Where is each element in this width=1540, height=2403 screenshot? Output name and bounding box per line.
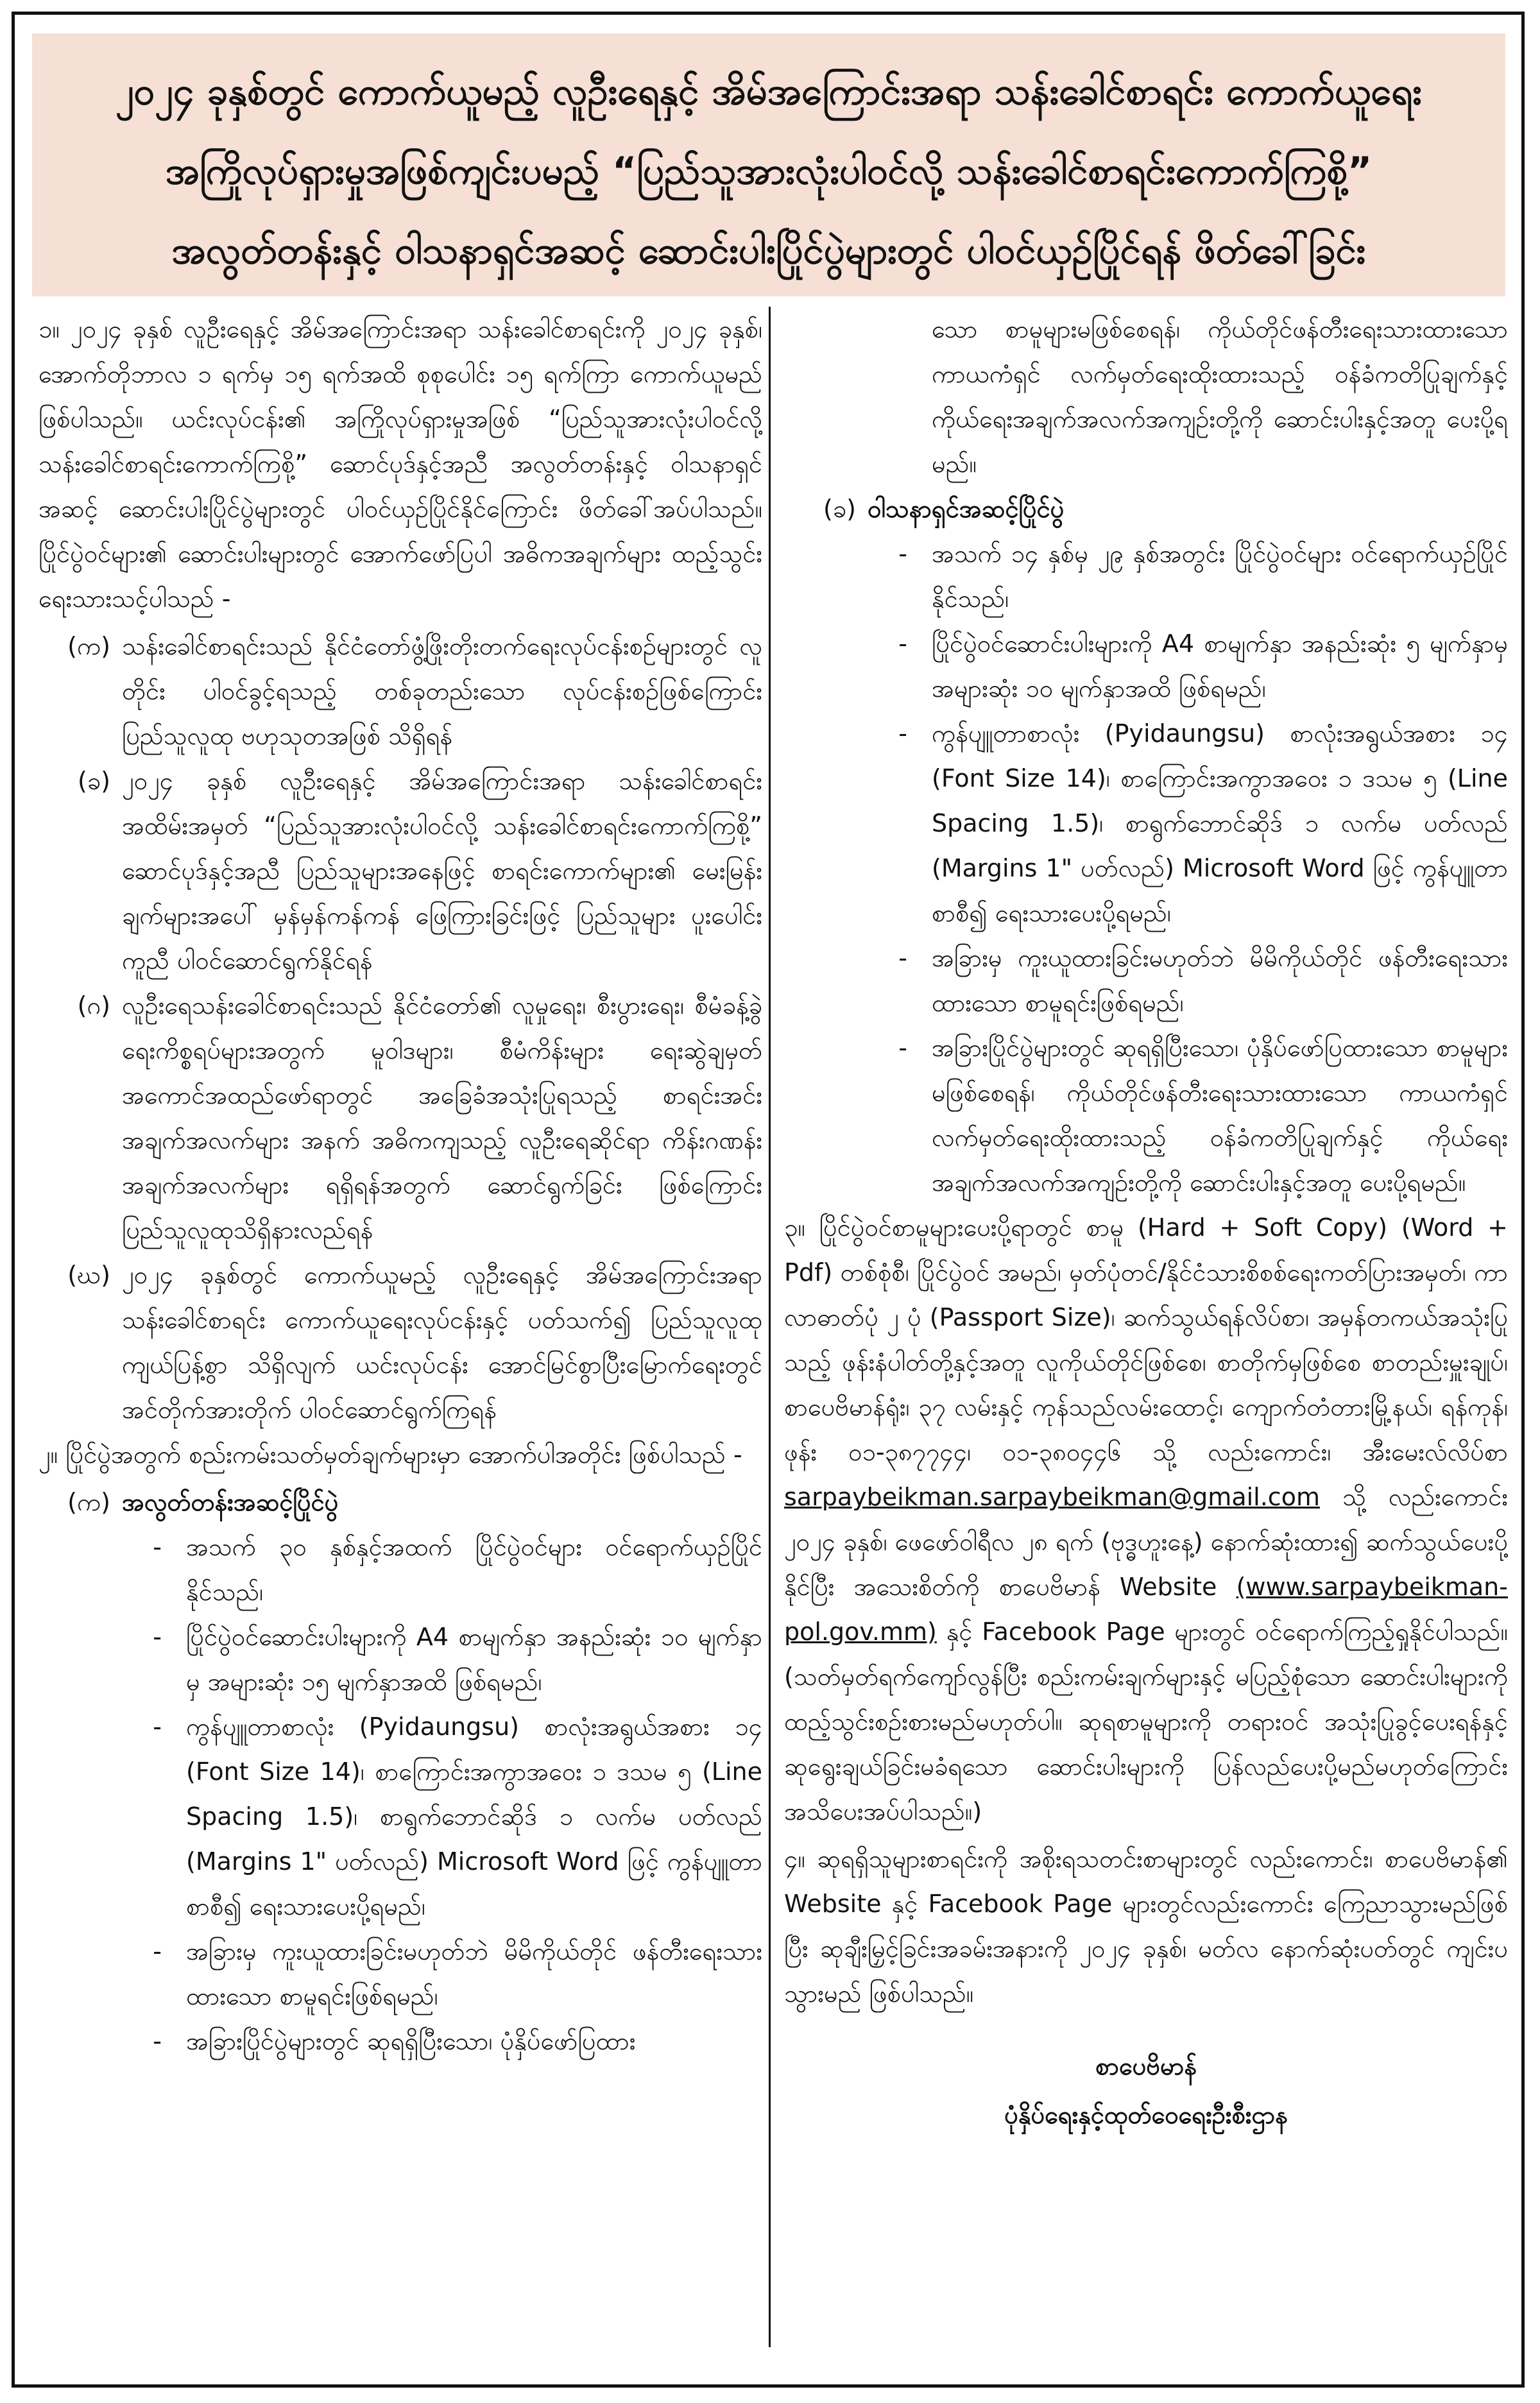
rule-text: ကွန်ပျူတာစာလုံး (Pyidaungsu) စာလုံးအရွယ်အစား ၁၄ (Font Size 14)၊ စာကြောင်းအကွာအဝေး ၁ ဒသမ ၅ (Line Spacing 1.5)၊ စာရွက်ဘောင်ဆိုဒ် ၁ လက်မ ပတ်လည် (Margins 1" ပတ်လည်) Microsoft Word ဖြင့် ကွန်ပျူတာစာစီ၍ ရေးသားပေးပို့ရမည်၊ [932,719,1508,927]
point-marker: (ဃ) [67,1261,110,1289]
dash-bullet: - [898,629,907,658]
left-column [38,307,762,2360]
website-link[interactable]: (www.sarpaybeikman-pol.gov.mm) [784,1573,1508,1646]
dash-bullet: - [898,719,907,748]
amateur-rule [38,1704,762,1929]
rule-text: ပြိုင်ပွဲဝင်ဆောင်းပါးများကို A4 စာမျက်နှာ အနည်းဆုံး ၁၀ မျက်နှာမှ အများဆုံး ၁၅ မျက်နှာအထိ ဖြစ်ရမည်၊ [186,1623,762,1696]
rule-text: အခြားမှ ကူးယူထားခြင်းမဟုတ်ဘဲ မိမိကိုယ်တိုင် ဖန်တီးရေးသားထားသော စာမူရင်းဖြစ်ရမည်၊ [186,1937,762,2010]
point-ka [38,624,762,758]
paragraph-1: ၁။ ၂၀၂၄ ခုနှစ် လူဦးရေနှင့် အိမ်အကြောင်းအရာ သန်းခေါင်စာရင်းကို ၂၀၂၄ ခုနှစ်၊ အောက်တိုဘာလ ၁ ရက်မှ ၁၅ ရက်အထိ စုစုပေါင်း ၁၅ ရက်ကြာ ကောက်ယူမည်ဖြစ်ပါသည်။ ယင်းလုပ်ငန်း၏ အကြိုလုပ်ရှားမှုအဖြစ် “ပြည်သူအားလုံးပါဝင်လို့ သန်းခေါင်စာရင်းကောက်ကြစို့” ဆောင်ပုဒ်နှင့်အညီ အလွတ်တန်းနှင့် ဝါသနာရှင်အဆင့် ဆောင်းပါးပြိုင်ပွဲများတွင် ပါဝင်ယှဉ်ပြိုင်နိုင်ကြောင်း ဖိတ်ခေါ်အပ်ပါသည်။ ပြိုင်ပွဲဝင်များ၏ ဆောင်းပါးများတွင် အောက်ဖော်ပြပါ အဓိကအချက်များ ထည့်သွင်းရေးသားသင့်ပါသည် - [38,315,762,613]
notice-header [32,33,1505,296]
dash-bullet: - [153,1623,162,1651]
hobbyist-rule [784,531,1508,621]
deadline-text: သို့ လည်းကောင်း ၂၀၂၄ ခုနှစ်၊ ဖေဖော်ဝါရီလ ၂၈ ရက် (ဗုဒ္ဓဟူးနေ့) နောက်ဆုံးထား၍ ဆက်သွယ်ပေးပို့နိုင်ပြီး အသေးစိတ်ကို စာပေဗိမာန် Website [784,1483,1508,1601]
amateur-section-heading [38,1480,762,1525]
dash-bullet: - [153,1713,162,1741]
rule-text: ကွန်ပျူတာစာလုံး (Pyidaungsu) စာလုံးအရွယ်အစား ၁၄ (Font Size 14)၊ စာကြောင်းအကွာအဝေး ၁ ဒသမ ၅ (Line Spacing 1.5)၊ စာရွက်ဘောင်ဆိုဒ် ၁ လက်မ ပတ်လည် (Margins 1" ပတ်လည်) Microsoft Word ဖြင့် ကွန်ပျူတာ စာစီ၍ ရေးသားပေးပို့ရမည်၊ [186,1713,762,1920]
amateur-rule [38,1929,762,2019]
hobbyist-section-heading [784,486,1508,531]
point-ga [38,983,762,1253]
rule-text: ပြိုင်ပွဲဝင်ဆောင်းပါးများကို A4 စာမျက်နှာ အနည်းဆုံး ၅ မျက်နှာမှ အများဆုံး ၁၀ မျက်နှာအထိ ဖြစ်ရမည်၊ [932,629,1508,703]
amateur-rule [38,2019,762,2064]
submission-text: ၃။ ပြိုင်ပွဲဝင်စာမူများပေးပို့ရာတွင် စာမူ (Hard + Soft Copy) (Word + Pdf) တစ်စုံစီ၊ ပြိုင်ပွဲဝင် အမည်၊ မှတ်ပုံတင်/နိုင်ငံသားစိစစ်ရေးကတ်ပြားအမှတ်၊ ကာလာဓာတ်ပုံ ၂ ပုံ (Passport Size)၊ ဆက်သွယ်ရန်လိပ်စာ၊ အမှန်တကယ်အသုံးပြုသည့် ဖုန်းနံပါတ်တို့နှင့်အတူ လူကိုယ်တိုင်ဖြစ်စေ၊ စာတိုက်မှဖြစ်စေ စာတည်းမှူးချုပ်၊ စာပေဗိမာန်ရုံး၊ ၃၇ လမ်းနှင့် ကုန်သည်လမ်းထောင့်၊ ကျောက်တံတားမြို့နယ်၊ ရန်ကုန်၊ ဖုန်း ၀၁-၃၈၇၇၄၄၊ ၀၁-၃၈၀၄၄၆ သို့ လည်းကောင်း၊ အီးမေးလ်လိပ်စာ [784,1213,1508,1466]
hobbyist-rule [784,621,1508,711]
point-text: လူဦးရေသန်းခေါင်စာရင်းသည် နိုင်ငံတော်၏ လူမှုရေး၊ စီးပွားရေး၊ စီမံခန့်ခွဲရေးကိစ္စရပ်များအတွက် မူဝါဒများ၊ စီမံကိန်းများ ရေးဆွဲချမှတ် အကောင်အထည်ဖော်ရာတွင် အခြေခံအသုံးပြုရသည့် စာရင်းအင်း အချက်အလက်များ အနက် အဓိကကျသည့် လူဦးရေဆိုင်ရာ ကိန်းဂဏန်း အချက်အလက်များ ရရှိရန်အတွက် ဆောင်ရွက်ခြင်း ဖြစ်ကြောင်း ပြည်သူလူထုသိရှိနားလည်ရန် [122,991,762,1244]
section-title: ဝါသနာရှင်အဆင့်ပြိုင်ပွဲ [868,495,1065,523]
hobbyist-rule [784,1025,1508,1205]
issuer-name: စာပေဗိမာန် [1095,2052,1197,2080]
dash-bullet: - [898,540,907,568]
notes-text: နှင့် Facebook Page များတွင် ဝင်ရောက်ကြည့်ရှုနိုင်ပါသည်။ (သတ်မှတ်ရက်ကျော်လွန်ပြီး စည်းကမ်းချက်များနှင့် မပြည့်စုံသော ဆောင်းပါးများကို ထည့်သွင်းစဉ်းစားမည်မဟုတ်ပါ။ ဆုရစာမူများကို တရားဝင် အသုံးပြုခွင့်ပေးရန်နှင့် ဆုရွေးချယ်ခြင်းမခံရသော ဆောင်းပါးများကို ပြန်လည်ပေးပို့မည်မဟုတ်ကြောင်း အသိပေးအပ်ပါသည်။) [784,1618,1508,1826]
signature-block [784,2042,1508,2139]
dash-bullet: - [153,1937,162,1965]
rule-text: အခြားပြိုင်ပွဲများတွင် ဆုရရှိပြီးသော၊ ပုံနှိပ်ဖော်ပြထား [186,2027,636,2055]
paragraph-4: ၄။ ဆုရရှိသူများစာရင်းကို အစိုးရသတင်းစာများတွင် လည်းကောင်း၊ စာပေဗိမာန်၏ Website နှင့် Facebook Page များတွင်လည်းကောင်း ကြေညာသွားမည်ဖြစ်ပြီး ဆုချီးမြှင့်ခြင်းအခမ်းအနားကို ၂၀၂၄ ခုနှစ်၊ မတ်လ နောက်ဆုံးပတ်တွင် ကျင်းပသွားမည် ဖြစ်ပါသည်။ [784,1845,1508,2008]
dash-bullet: - [153,2027,162,2055]
rule-continuation: သော စာမူများမဖြစ်စေရန်၊ ကိုယ်တိုင်ဖန်တီးရေးသားထားသော ကာယကံရှင် လက်မှတ်ရေးထိုးထားသည့် ဝန်ခံကတိပြုချက်နှင့် ကိုယ်ရေးအချက်အလက်အကျဉ်းတို့ကို ဆောင်းပါးနှင့်အတူ ပေးပို့ရမည်။ [932,315,1508,478]
amateur-rule [38,1525,762,1614]
email-link[interactable]: sarpaybeikman.sarpaybeikman@gmail.com [784,1483,1320,1511]
issuer-department: ပုံနှိပ်ရေးနှင့်ထုတ်ဝေရေးဦးစီးဌာန [1004,2101,1288,2129]
point-text: ၂၀၂၄ ခုနှစ် လူဦးရေနှင့် အိမ်အကြောင်းအရာ သန်းခေါင်စာရင်း အထိမ်းအမှတ် “ပြည်သူအားလုံးပါဝင်လို့ သန်းခေါင်စာရင်းကောက်ကြစို့” ဆောင်ပုဒ်နှင့်အညီ ပြည်သူများအနေဖြင့် စာရင်းကောက်များ၏ မေးမြန်းချက်များအပေါ် မှန်မှန်ကန်ကန် ဖြေကြားခြင်းဖြင့် ပြည်သူများ ပူးပေါင်းကူညီ ပါဝင်ဆောင်ရွက်နိုင်ရန် [122,767,762,975]
point-marker: (ခ) [77,767,110,795]
hobbyist-rule [784,711,1508,936]
point-marker: (ဂ) [77,991,110,1020]
rule-text: အခြားမှ ကူးယူထားခြင်းမဟုတ်ဘဲ မိမိကိုယ်တိုင် ဖန်တီးရေးသားထားသော စာမူရင်းဖြစ်ရမည်၊ [932,944,1508,1017]
section-title: အလွတ်တန်းအဆင့်ပြိုင်ပွဲ [122,1488,339,1516]
dash-bullet: - [898,1034,907,1062]
paragraph-2: ၂။ ပြိုင်ပွဲအတွက် စည်းကမ်းသတ်မှတ်ချက်များမှာ အောက်ပါအတိုင်း ဖြစ်ပါသည် - [38,1441,742,1469]
point-gha [38,1253,762,1432]
rule-text: အသက် ၃၀ နှစ်နှင့်အထက် ပြိုင်ပွဲဝင်များ ဝင်ရောက်ယှဉ်ပြိုင်နိုင်သည်၊ [186,1533,762,1606]
point-text: သန်းခေါင်စာရင်းသည် နိုင်ငံတော်ဖွံ့ဖြိုးတိုးတက်ရေးလုပ်ငန်းစဉ်များတွင် လူတိုင်း ပါဝင်ခွင့်ရသည့် တစ်ခုတည်းသော လုပ်ငန်းစဉ်ဖြစ်ကြောင်း ပြည်သူလူထု ဗဟုသုတအဖြစ် သိရှိရန် [122,632,762,750]
rule-text: အသက် ၁၄ နှစ်မှ ၂၉ နှစ်အတွင်း ပြိုင်ပွဲဝင်များ ဝင်ရောက်ယှဉ်ပြိုင်နိုင်သည်၊ [932,540,1508,613]
amateur-rule [38,1614,762,1704]
dash-bullet: - [153,1533,162,1561]
point-marker: (က) [67,632,110,660]
title-line-3: အလွတ်တန်းနှင့် ဝါသနာရှင်အဆင့် ဆောင်းပါးပြိုင်ပွဲများတွင် ပါဝင်ယှဉ်ပြိုင်ရန် ဖိတ်ခေါ်ခြင်း [171,228,1366,272]
section-marker: (က) [67,1488,110,1516]
title-line-2: အကြိုလုပ်ရှားမှုအဖြစ်ကျင်းပမည့် “ပြည်သူအားလုံးပါဝင်လို့ သန်းခေါင်စာရင်းကောက်ကြစို့” [165,149,1373,192]
point-kha [38,758,762,983]
paragraph-3 [784,1205,1508,1834]
rule-text: အခြားပြိုင်ပွဲများတွင် ဆုရရှိပြီးသော၊ ပုံနှိပ်ဖော်ပြထားသော စာမူများ မဖြစ်စေရန်၊ ကိုယ်တိုင်ဖန်တီးရေးသားထားသော ကာယကံရှင် လက်မှတ်ရေးထိုးထားသည့် ဝန်ခံကတိပြုချက်နှင့် ကိုယ်ရေးအချက်အလက်အကျဉ်းတို့ကို ဆောင်းပါးနှင့်အတူ ပေးပို့ရမည်။ [932,1034,1508,1197]
title-line-1: ၂၀၂၄ ခုနှစ်တွင် ကောက်ယူမည့် လူဦးရေနှင့် အိမ်အကြောင်းအရာ သန်းခေါင်စာရင်း ကောက်ယူရေး [116,69,1422,113]
dash-bullet: - [898,944,907,972]
column-divider [769,307,771,2347]
hobbyist-rule [784,936,1508,1025]
right-column [784,307,1508,2360]
point-text: ၂၀၂၄ ခုနှစ်တွင် ကောက်ယူမည့် လူဦးရေနှင့် အိမ်အကြောင်းအရာ သန်းခေါင်စာရင်း ကောက်ယူရေးလုပ်ငန်းနှင့် ပတ်သက်၍ ပြည်သူလူထု ကျယ်ပြန့်စွာ သိရှိလျက် ယင်းလုပ်ငန်း အောင်မြင်စွာပြီးမြောက်ရေးတွင် အင်တိုက်အားတိုက် ပါဝင်ဆောင်ရွက်ကြရန် [122,1261,762,1424]
section-marker: (ခ) [823,495,856,523]
